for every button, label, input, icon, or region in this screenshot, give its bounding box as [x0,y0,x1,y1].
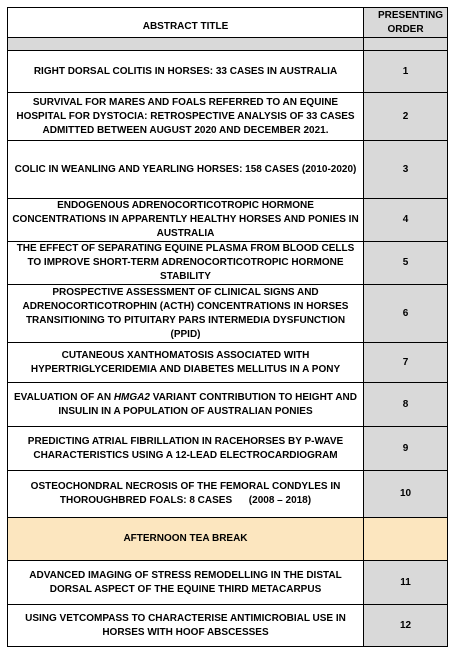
abstract-schedule-table [7,7,448,647]
abstract-title: RIGHT DORSAL COLITIS IN HORSES: 33 CASES IN AUSTRALIA [8,51,364,93]
presenting-order: 6 [364,285,448,343]
abstract-title: COLIC IN WEANLING AND YEARLING HORSES: 158 CASES (2010-2020) [8,141,364,199]
abstract-title: ADVANCED IMAGING OF STRESS REMODELLING IN THE DISTAL DORSAL ASPECT OF THE EQUINE THIRD METACARPUS [8,561,364,605]
table-row [8,427,448,471]
presenting-order: 5 [364,242,448,285]
table-row [8,561,448,605]
presenting-order: 4 [364,199,448,242]
presenting-order: 1 [364,51,448,93]
abstract-title: CUTANEOUS XANTHOMATOSIS ASSOCIATED WITH HYPERTRIGLYCERIDEMIA AND DIABETES MELLITUS IN A PONY [8,343,364,383]
presenting-order: 11 [364,561,448,605]
abstract-title: PROSPECTIVE ASSESSMENT OF CLINICAL SIGNS AND ADRENOCORTICOTROPHIN (ACTH) CONCENTRATIONS IN HORSES TRANSITIONING TO PITUITARY PARS INTERMEDIA DYSFUNCTION (PPID) [8,285,364,343]
table-row [8,285,448,343]
abstract-title: USING VETCOMPASS TO CHARACTERISE ANTIMICROBIAL USE IN HORSES WITH HOOF ABSCESSES [8,605,364,647]
table-row [8,383,448,427]
abstract-title: OSTEOCHONDRAL NECROSIS OF THE FEMORAL CONDYLES IN THOROUGHBRED FOALS: 8 CASES (2008 – 2018) [8,471,364,518]
table-row [8,605,448,647]
abstract-title: ENDOGENOUS ADRENOCORTICOTROPIC HORMONE CONCENTRATIONS IN APPARENTLY HEALTHY HORSES AND PONIES IN AUSTRALIA [8,199,364,242]
presenting-order: 9 [364,427,448,471]
presenting-order: 10 [364,471,448,518]
abstract-title: PREDICTING ATRIAL FIBRILLATION IN RACEHORSES BY P-WAVE CHARACTERISTICS USING A 12-LEAD ELECTROCARDIOGRAM [8,427,364,471]
afternoon-tea-break-label: AFTERNOON TEA BREAK [8,518,364,561]
abstract-title: SURVIVAL FOR MARES AND FOALS REFERRED TO AN EQUINE HOSPITAL FOR DYSTOCIA: RETROSPECTIVE ANALYSIS OF 33 CASES ADMITTED BETWEEN AUGUST 2020 AND DECEMBER 2021. [8,93,364,141]
presenting-order: 12 [364,605,448,647]
gene-name-italic: HMGA2 [113,391,150,403]
abstract-title [8,383,364,427]
presenting-order: 2 [364,93,448,141]
table-row [8,242,448,285]
break-row [8,518,448,561]
presenting-order: 8 [364,383,448,427]
header-row [8,8,448,38]
title-text-post: VARIANT CONTRIBUTION TO HEIGHT AND INSULIN IN A POPULATION OF AUSTRALIAN PONIES [58,391,357,417]
spacer-row [8,38,448,51]
abstract-title-header: ABSTRACT TITLE [8,8,364,38]
presenting-order: 3 [364,141,448,199]
abstract-title: THE EFFECT OF SEPARATING EQUINE PLASMA FROM BLOOD CELLS TO IMPROVE SHORT-TERM ADRENOCORTICOTROPIC HORMONE STABILITY [8,242,364,285]
table-row [8,141,448,199]
table-row [8,471,448,518]
presenting-order-header: PRESENTING ORDER [364,8,448,38]
presenting-order: 7 [364,343,448,383]
table-row [8,199,448,242]
table-row [8,343,448,383]
table-row [8,51,448,93]
table-row [8,93,448,141]
title-text-pre: EVALUATION OF AN [14,391,114,403]
